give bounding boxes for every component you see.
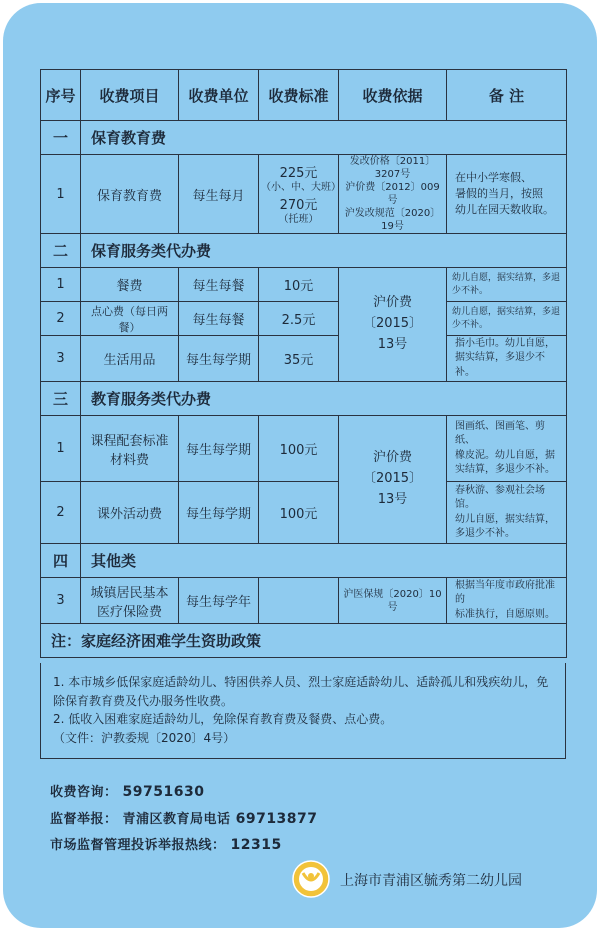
policy-title-row <box>41 624 567 658</box>
basis-line: 〔2015〕 <box>362 316 423 332</box>
row-seq: 3 <box>41 336 81 382</box>
table-row <box>41 155 567 234</box>
row-standard: 2.5元 <box>259 302 339 336</box>
standard-line: 225元 <box>279 166 318 181</box>
contact-supervise <box>50 808 318 827</box>
policy-paragraph: （文件：沪教委规〔2020〕4号） <box>53 730 236 745</box>
section-number: 四 <box>41 544 81 578</box>
standard-line: （托班） <box>278 214 319 225</box>
contact-desc: 青浦区教育局电话 <box>122 812 231 827</box>
policy-box <box>40 663 566 759</box>
basis-line: 沪价费〔2012〕009号 <box>345 182 440 206</box>
row-item: 点心费（每日两餐） <box>81 302 179 336</box>
table-header-row <box>41 70 567 121</box>
row-note: 幼儿自愿，据实结算，多退少不补。 <box>447 302 567 336</box>
header-basis: 收费依据 <box>339 70 447 121</box>
item-line: 课程配套标准 <box>90 433 169 449</box>
policy-paragraph: 2. 低收入困难家庭适龄幼儿，免除保育教育费及餐费、点心费。 <box>53 712 393 727</box>
section-title: 保育教育费 <box>81 121 567 155</box>
header-unit: 收费单位 <box>179 70 259 121</box>
contact-label: 监督举报： <box>50 812 118 827</box>
table-row <box>41 482 567 544</box>
table-row <box>41 416 567 482</box>
school-logo-icon <box>291 859 331 899</box>
row-item <box>81 578 179 624</box>
section-row <box>41 382 567 416</box>
header-seq: 序号 <box>41 70 81 121</box>
table-row <box>41 268 567 302</box>
basis-line: 沪价费 <box>372 295 412 311</box>
row-standard <box>259 578 339 624</box>
contact-phone: 12315 <box>230 837 282 853</box>
policy-paragraph: 1. 本市城乡低保家庭适龄幼儿、特困供养人员、烈士家庭适龄幼儿、适龄孤儿和残疾幼儿，免除保育教育费及代办服务性收费。 <box>53 675 549 708</box>
row-unit: 每生每餐 <box>179 302 259 336</box>
standard-line: 270元 <box>279 198 318 213</box>
row-basis <box>339 268 447 382</box>
row-unit: 每生每月 <box>179 155 259 234</box>
row-unit: 每生每学期 <box>179 416 259 482</box>
fee-table <box>40 69 567 658</box>
section-title: 教育服务类代办费 <box>81 382 567 416</box>
note-line: 幼儿自愿，据实结算， <box>455 513 555 525</box>
row-note: 幼儿自愿，据实结算，多退少不补。 <box>447 268 567 302</box>
row-item: 餐费 <box>81 268 179 302</box>
contact-consult <box>50 781 204 800</box>
note-line: 标准执行，自愿原则。 <box>455 608 555 620</box>
item-line: 材料费 <box>109 452 149 468</box>
note-line: 幼儿在园天数收取。 <box>455 202 554 216</box>
row-standard: 10元 <box>259 268 339 302</box>
row-note <box>447 416 567 482</box>
note-line: 橡皮泥。幼儿自愿，据 <box>455 449 555 461</box>
section-row <box>41 234 567 268</box>
section-title: 保育服务类代办费 <box>81 234 567 268</box>
contact-market <box>50 834 282 853</box>
row-basis <box>339 155 447 234</box>
table-row <box>41 578 567 624</box>
basis-line: 13号 <box>377 336 408 352</box>
item-line: 医疗保险费 <box>96 604 162 620</box>
contact-label: 收费咨询： <box>50 785 118 800</box>
row-seq: 1 <box>41 268 81 302</box>
row-unit: 每生每学期 <box>179 336 259 382</box>
section-number: 三 <box>41 382 81 416</box>
contact-label: 市场监督管理投诉举报热线： <box>50 838 226 853</box>
note-line: 多退少不补。 <box>455 528 515 539</box>
row-seq: 2 <box>41 482 81 544</box>
row-seq: 1 <box>41 155 81 234</box>
row-standard: 35元 <box>259 336 339 382</box>
section-number: 一 <box>41 121 81 155</box>
item-line: 城镇居民基本 <box>90 585 169 601</box>
row-item: 生活用品 <box>81 336 179 382</box>
row-standard <box>259 155 339 234</box>
school-name: 上海市青浦区毓秀第二幼儿园 <box>340 873 522 889</box>
row-note <box>447 578 567 624</box>
standard-line: （小、中、大班） <box>261 182 341 193</box>
note-line: 暑假的当月，按照 <box>455 187 543 201</box>
note-line: 根据当年度市政府批准的 <box>455 579 555 606</box>
note-line: 在中小学寒假、 <box>455 171 532 185</box>
basis-line: 13号 <box>377 491 408 507</box>
row-basis: 沪医保规〔2020〕10号 <box>339 578 447 624</box>
note-line: 据实结算，多退少不补。 <box>455 352 545 378</box>
fee-card <box>3 3 597 928</box>
row-unit: 每生每学年 <box>179 578 259 624</box>
section-row <box>41 121 567 155</box>
row-item: 课外活动费 <box>81 482 179 544</box>
header-standard: 收费标准 <box>259 70 339 121</box>
row-basis <box>339 416 447 544</box>
row-unit: 每生每餐 <box>179 268 259 302</box>
basis-line: 〔2015〕 <box>362 471 423 487</box>
row-unit: 每生每学期 <box>179 482 259 544</box>
note-line: 实结算，多退少不补。 <box>455 464 555 475</box>
section-title: 其他类 <box>81 544 567 578</box>
header-item: 收费项目 <box>81 70 179 121</box>
row-item: 保育教育费 <box>81 155 179 234</box>
basis-line: 沪发改规范〔2020〕19号 <box>344 208 441 232</box>
contact-phone: 59751630 <box>122 784 205 800</box>
note-line: 图画纸、图画笔、剪纸、 <box>455 420 545 446</box>
header-note: 备 注 <box>447 70 567 121</box>
row-seq: 3 <box>41 578 81 624</box>
row-standard: 100元 <box>259 482 339 544</box>
row-item <box>81 416 179 482</box>
row-seq: 1 <box>41 416 81 482</box>
note-line: 春秋游、参观社会场馆。 <box>455 484 545 510</box>
basis-line: 发改价格〔2011〕3207号 <box>349 156 436 180</box>
table-row <box>41 302 567 336</box>
row-note <box>447 155 567 234</box>
policy-title: 注：家庭经济困难学生资助政策 <box>41 624 567 658</box>
row-note <box>447 336 567 382</box>
row-note <box>447 482 567 544</box>
contact-phone: 69713877 <box>235 811 318 827</box>
basis-line: 沪价费 <box>372 450 412 466</box>
section-row <box>41 544 567 578</box>
row-standard: 100元 <box>259 416 339 482</box>
row-seq: 2 <box>41 302 81 336</box>
table-row <box>41 336 567 382</box>
note-line: 指小毛巾。幼儿自愿， <box>455 337 555 349</box>
section-number: 二 <box>41 234 81 268</box>
